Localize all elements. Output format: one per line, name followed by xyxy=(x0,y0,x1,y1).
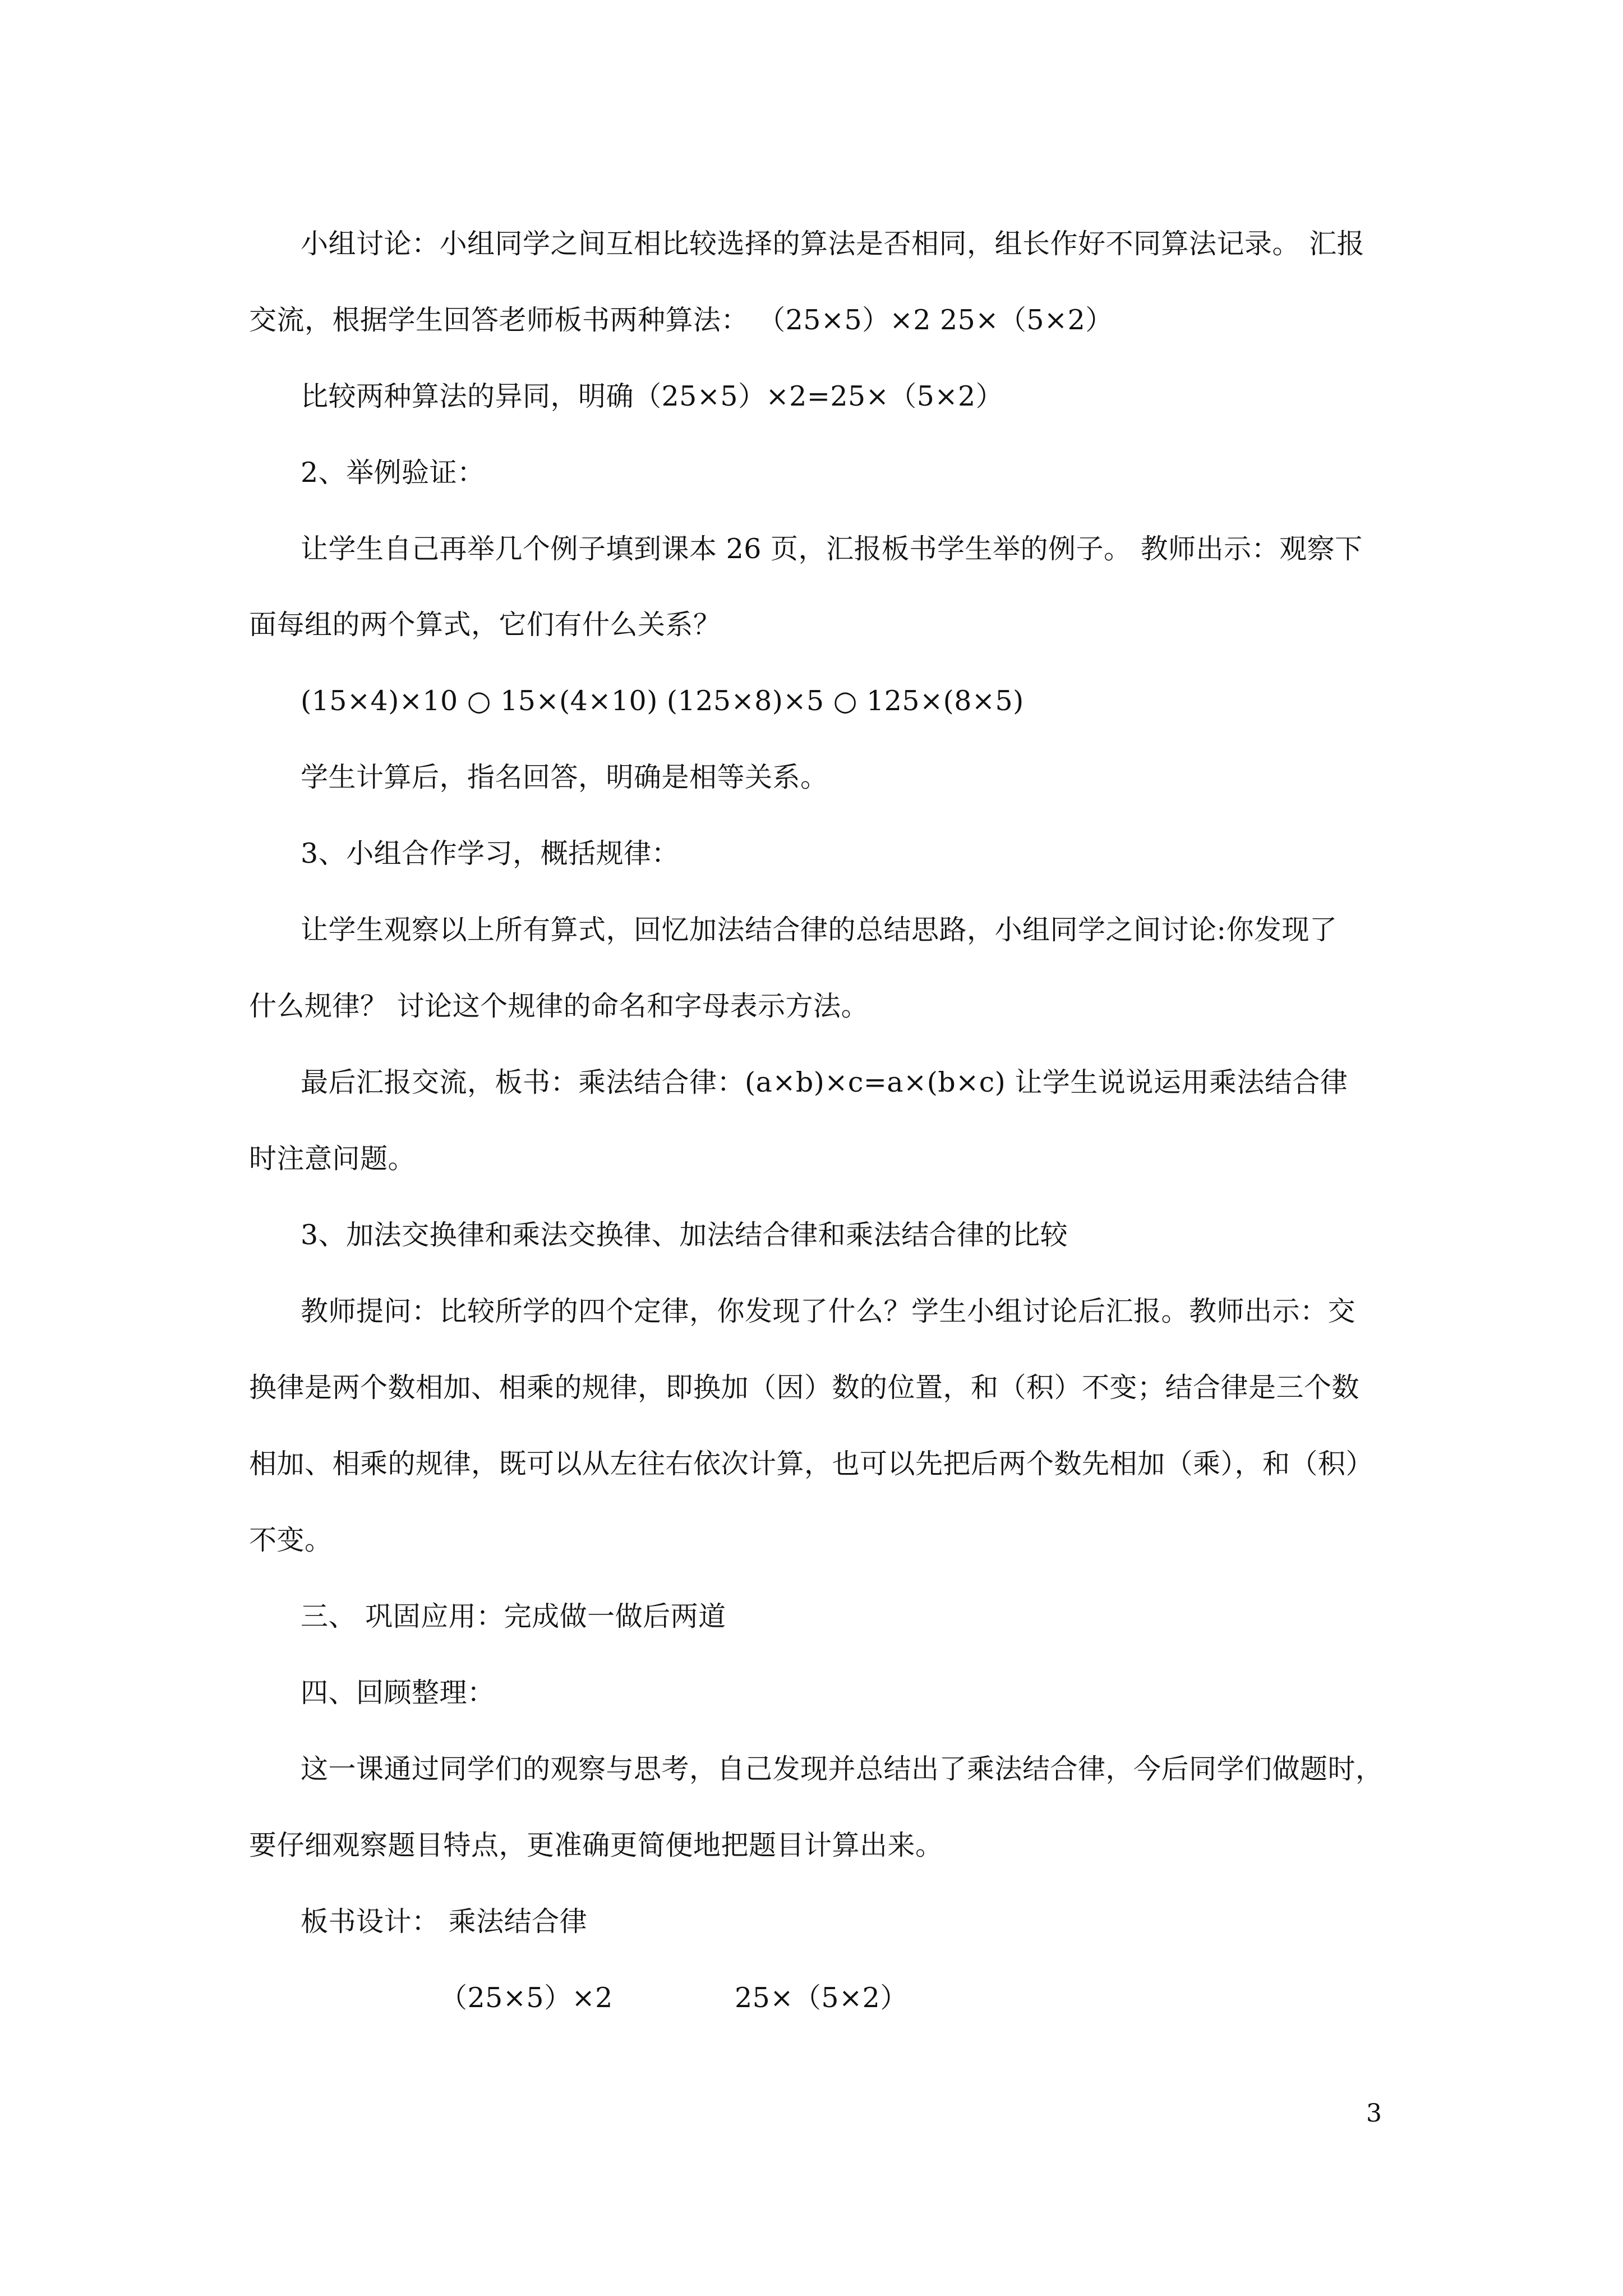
paragraph-compare-methods: 比较两种算法的异同，明确（25×5）×2=25×（5×2） xyxy=(301,380,1004,412)
blackboard-formula-left: （25×5）×2 xyxy=(440,1982,613,2014)
heading-review: 四、回顾整理： xyxy=(301,1677,495,1709)
paragraph-teacher-question-cont-2: 相加、相乘的规律，既可以从左往右依次计算，也可以先把后两个数先相加（乘），和（积） xyxy=(249,1448,1374,1480)
heading-consolidation: 三、 巩固应用：完成做一做后两道 xyxy=(301,1600,726,1632)
paragraph-teacher-question: 教师提问：比较所学的四个定律，你发现了什么？学生小组讨论后汇报。教师出示：交 xyxy=(301,1295,1356,1327)
paragraph-group-discussion-cont: 交流，根据学生回答老师板书两种算法： （25×5）×2 25×（5×2） xyxy=(249,304,1113,336)
paragraph-group-discussion: 小组讨论：小组同学之间互相比较选择的算法是否相同，组长作好不同算法记录。 汇报 xyxy=(301,228,1365,260)
paragraph-summary-cont: 要仔细观察题目特点，更准确更简便地把题目计算出来。 xyxy=(249,1829,943,1861)
page-number: 3 xyxy=(1366,2099,1382,2128)
heading-example-verification: 2、举例验证： xyxy=(301,457,485,489)
paragraph-teacher-question-cont-1: 换律是两个数相加、相乘的规律，即换加（因）数的位置，和（积）不变；结合律是三个数 xyxy=(249,1372,1360,1404)
paragraph-associative-law-cont: 时注意问题。 xyxy=(249,1143,416,1175)
heading-cooperative-learning: 3、小组合作学习，概括规律： xyxy=(301,838,680,869)
paragraph-teacher-question-cont-3: 不变。 xyxy=(249,1524,333,1556)
heading-law-comparison: 3、加法交换律和乘法交换律、加法结合律和乘法结合律的比较 xyxy=(301,1219,1068,1251)
paragraph-observe-equations-cont: 什么规律？ 讨论这个规律的命名和字母表示方法。 xyxy=(249,990,869,1022)
paragraph-students-calculate: 学生计算后，指名回答，明确是相等关系。 xyxy=(301,761,828,793)
blackboard-formula-right: 25×（5×2） xyxy=(735,1982,908,2014)
paragraph-examples: 让学生自己再举几个例子填到课本 26 页，汇报板书学生举的例子。 教师出示：观察下 xyxy=(301,533,1363,565)
paragraph-associative-law: 最后汇报交流，板书：乘法结合律：(a×b)×c=a×(b×c) 让学生说说运用乘法结合律 xyxy=(301,1066,1348,1098)
paragraph-examples-cont: 面每组的两个算式，它们有什么关系？ xyxy=(249,609,721,641)
paragraph-summary: 这一课通过同学们的观察与思考，自己发现并总结出了乘法结合律，今后同学们做题时， xyxy=(301,1753,1384,1785)
blackboard-design-title: 板书设计： 乘法结合律 xyxy=(301,1906,588,1938)
paragraph-observe-equations: 让学生观察以上所有算式，回忆加法结合律的总结思路，小组同学之间讨论:你发现了 xyxy=(301,914,1338,946)
equation-comparison: (15×4)×10 ○ 15×(4×10) (125×8)×5 ○ 125×(8×5) xyxy=(301,685,1024,717)
